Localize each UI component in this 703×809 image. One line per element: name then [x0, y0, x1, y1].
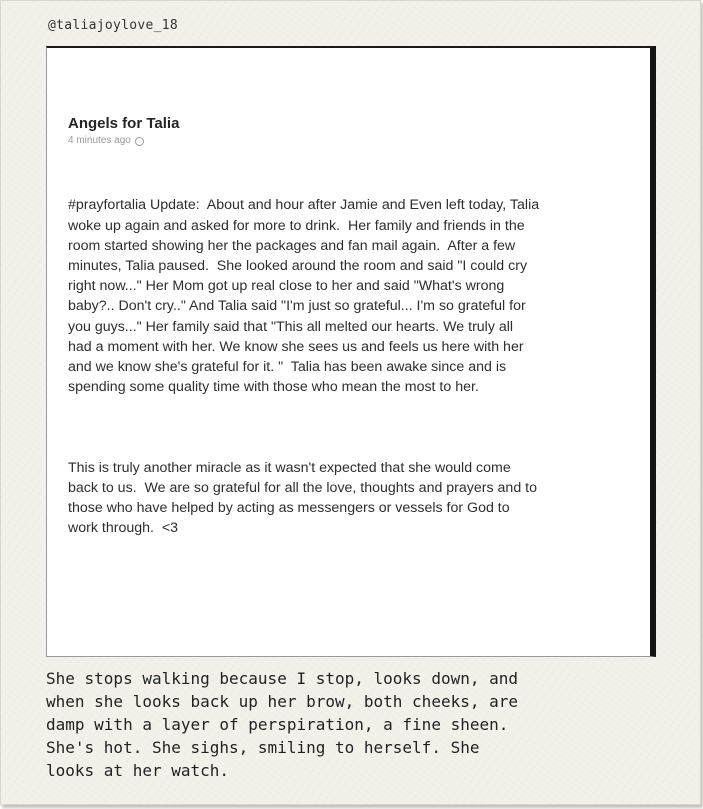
username-handle: @taliajoylove_18: [48, 18, 179, 33]
post-paragraph-2: This is truly another miracle as it wasn't expected that she would come back to us. We are so grateful for all the love, thoughts and prayers and to those who have helped by acting as messengers or vessels for God to work through. <3: [68, 459, 537, 537]
post-paragraph-1: #prayfortalia Update: About and hour after Jamie and Even left today, Talia woke up again and asked for more to drink. Her family and friends in the room started showing her the packages and fan mail again. After a few minutes, Talia paused. She looked around the room and said "I could cry right now..." Her Mom got up real close to her and said "What's wrong baby?.. Don't cry.." And Talia said "I'm just so grateful... I'm so grateful for you guys..." Her family said that "This all melted our hearts. We truly all had a moment with her. We know she sees us and feels us here with her and we know she's grateful for it. " Talia has been awake since and is spending some quality time with those who mean the most to her.: [68, 197, 540, 396]
caption-text: She stops walking because I stop, looks down, and when she looks back up her brow, both cheeks, are damp with a layer of perspiration, a fine sheen. She's hot. She sighs, smiling to herself. She looks at her watch.: [46, 669, 519, 780]
post-timestamp: 4 minutes ago: [68, 135, 131, 146]
post-meta: [68, 134, 640, 148]
post-body: [68, 155, 640, 599]
post-screenshot: [46, 46, 656, 657]
post-author: Angels for Talia: [68, 115, 180, 132]
globe-icon: [135, 137, 144, 146]
facebook-post: [68, 114, 640, 599]
